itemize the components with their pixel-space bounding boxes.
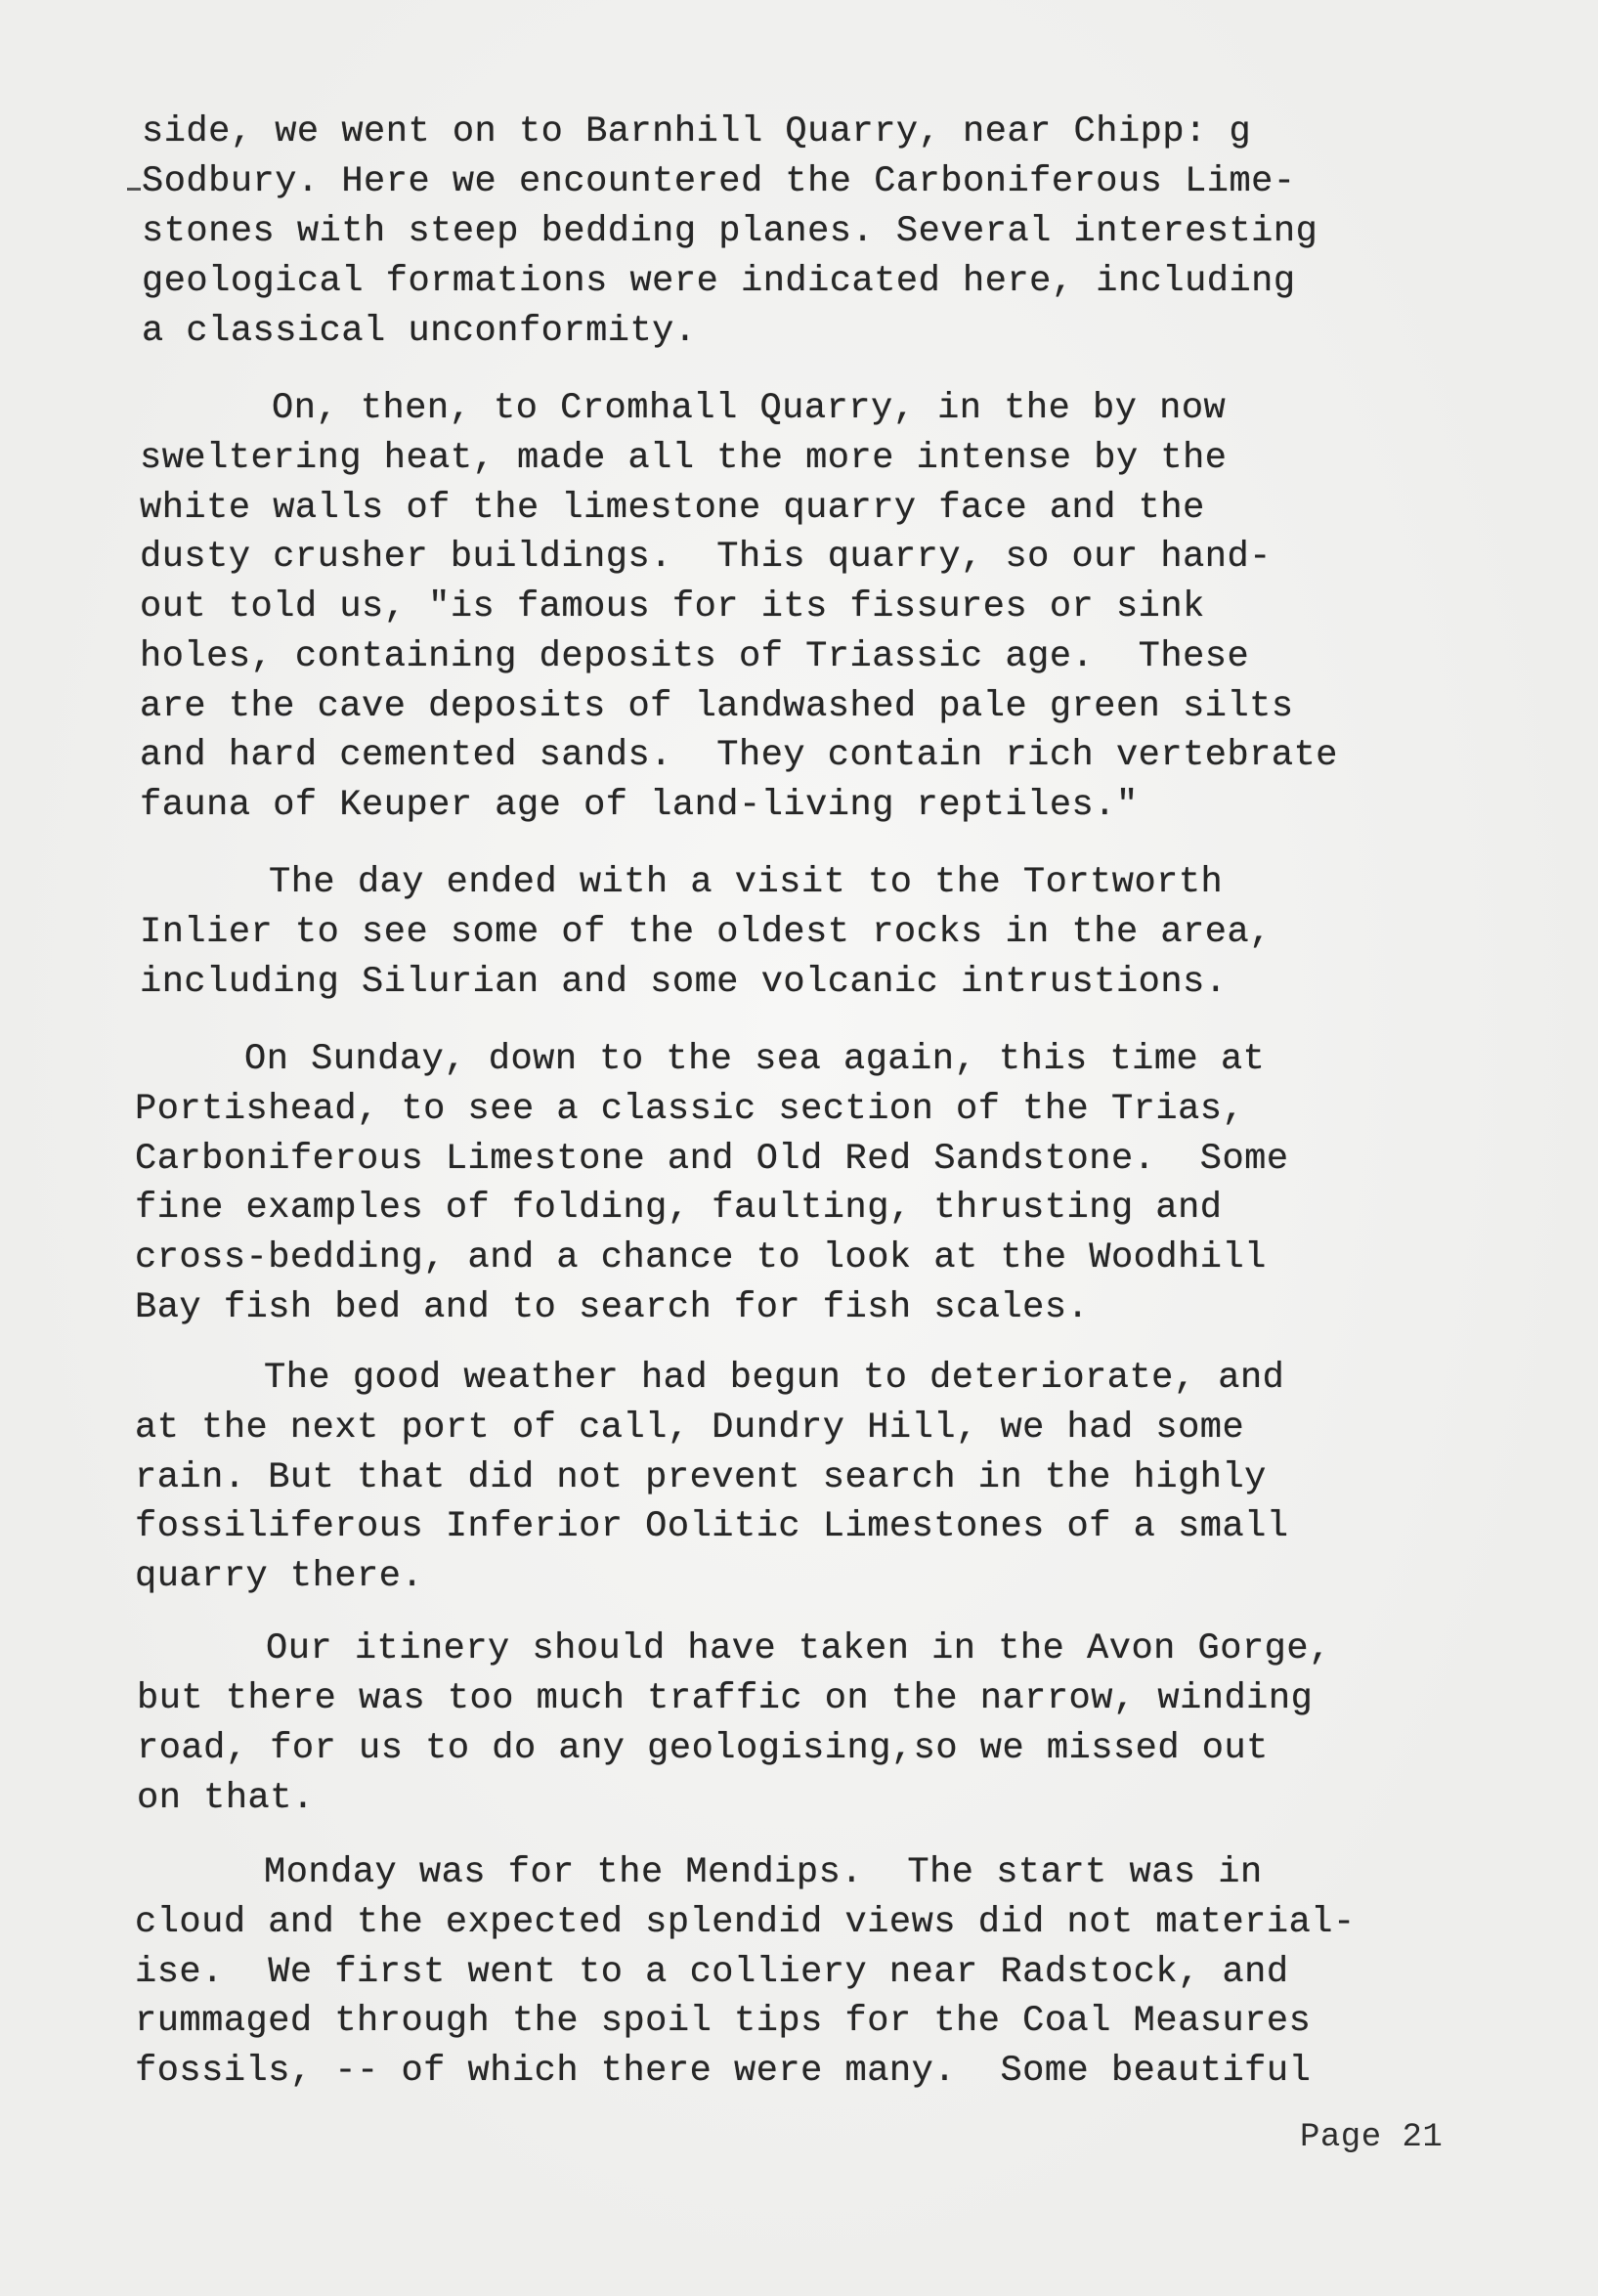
paragraph-1-line-3: stones with steep bedding planes. Several interesting [142,211,1318,252]
paragraph-2-line-3: white walls of the limestone quarry face and the [140,488,1205,529]
paragraph-6-line-4: on that. [137,1778,315,1819]
paragraph-6-line-3: road, for us to do any geologising,so we missed out [137,1728,1269,1769]
paragraph-4-line-3: Carboniferous Limestone and Old Red Sandstone. Some [135,1139,1289,1180]
paragraph-2-line-2: sweltering heat, made all the more intense by the [140,438,1228,479]
paragraph-5-line-1: The good weather had begun to deteriorate, and [264,1358,1285,1399]
paragraph-5-line-5: quarry there. [135,1556,424,1597]
paragraph-6-line-1: Our itinery should have taken in the Avon Gorge, [266,1628,1331,1669]
paragraph-2-line-6: holes, containing deposits of Triassic age. These [140,636,1250,677]
paragraph-7-line-2: cloud and the expected splendid views did not material- [135,1902,1356,1943]
paragraph-4-line-4: fine examples of folding, faulting, thrusting and [135,1188,1223,1229]
paragraph-1-line-5: a classical unconformity. [142,311,697,352]
paragraph-2-line-9: fauna of Keuper age of land-living reptiles." [140,785,1139,826]
paragraph-7-line-3: ise. We first went to a colliery near Radstock, and [135,1952,1289,1993]
paragraph-3-line-3: including Silurian and some volcanic intrustions. [140,962,1228,1003]
paragraph-5-line-3: rain. But that did not prevent search in the highly [135,1457,1267,1498]
paragraph-2-line-1: On, then, to Cromhall Quarry, in the by now [272,388,1227,429]
paragraph-4-line-2: Portishead, to see a classic section of the Trias, [135,1089,1245,1130]
paragraph-1-line-4: geological formations were indicated here, including [142,261,1296,302]
paragraph-2-line-4: dusty crusher buildings. This quarry, so our hand- [140,537,1272,578]
paragraph-3-line-1: The day ended with a visit to the Tortworth [269,862,1224,903]
paragraph-7-line-1: Monday was for the Mendips. The start was in [264,1852,1263,1893]
paragraph-1-line-2: Sodbury. Here we encountered the Carboniferous Lime- [142,161,1296,202]
paragraph-7-line-4: rummaged through the spoil tips for the Coal Measures [135,2001,1312,2042]
paragraph-1-line-1: side, we went on to Barnhill Quarry, near Chipp: g [142,111,1252,152]
paragraph-4-line-6: Bay fish bed and to search for fish scales. [135,1287,1090,1328]
paragraph-6-line-2: but there was too much traffic on the narrow, winding [137,1678,1314,1719]
paragraph-4-line-1: On Sunday, down to the sea again, this time at [244,1039,1266,1080]
paragraph-5-line-2: at the next port of call, Dundry Hill, we had some [135,1408,1245,1449]
page-number: Page 21 [1300,2119,1444,2156]
paragraph-7-line-5: fossils, -- of which there were many. Some beautiful [135,2051,1312,2092]
paragraph-2-line-7: are the cave deposits of landwashed pale green silts [140,686,1294,727]
paragraph-2-line-5: out told us, "is famous for its fissures or sink [140,586,1205,628]
paragraph-2-line-8: and hard cemented sands. They contain rich vertebrate [140,735,1338,776]
paragraph-5-line-4: fossiliferous Inferior Oolitic Limestones of a small [135,1506,1289,1547]
paragraph-4-line-5: cross-bedding, and a chance to look at the Woodhill [135,1237,1267,1278]
paragraph-3-line-2: Inlier to see some of the oldest rocks in the area, [140,912,1272,953]
